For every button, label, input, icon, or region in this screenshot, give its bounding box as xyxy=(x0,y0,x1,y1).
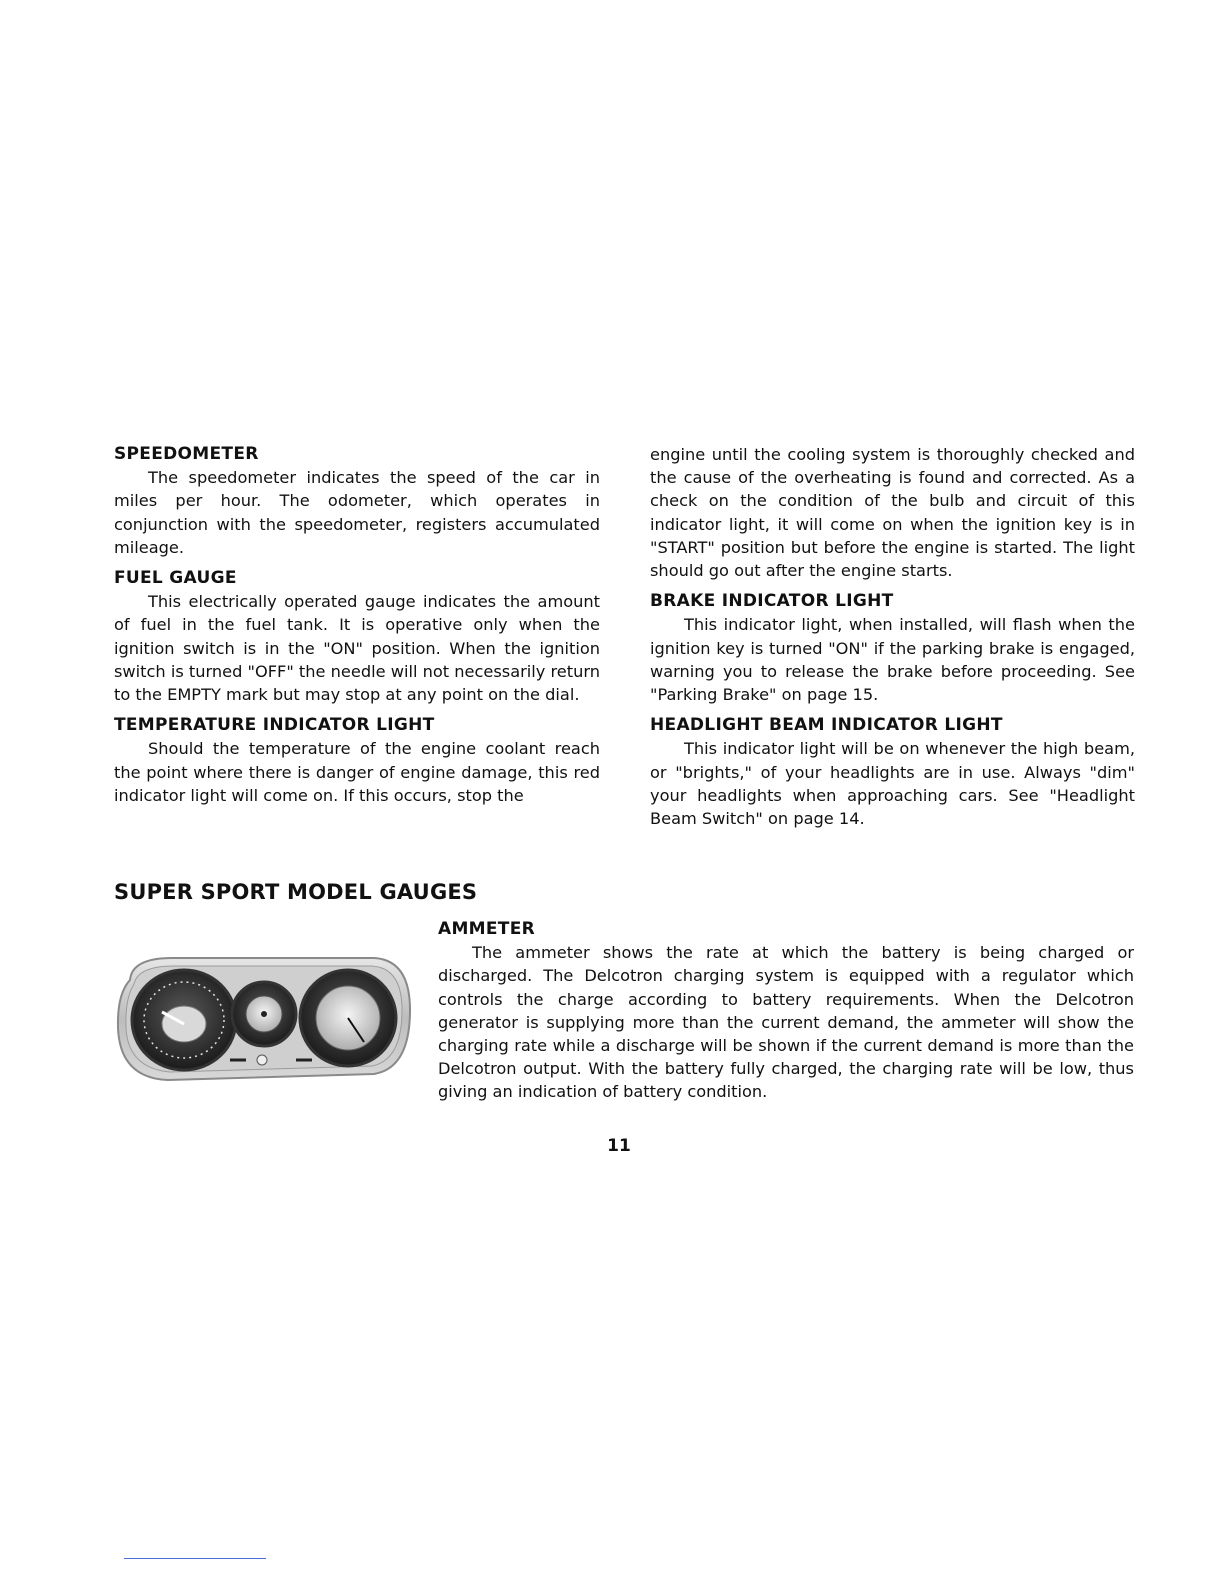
temperature-light-text-continued: engine until the cooling system is thoroughly checked and the cause of the overheating is found and corrected. As a check on the condition of the bulb and circuit of this indicator light, it will come on when the ignition key is in "START" position but before the engine is started. The light should go out after the engine starts. xyxy=(650,445,1135,581)
speedometer-text: The speedometer indicates the speed of the car in miles per hour. The odometer, which operates in conjunction with the speedometer, registers accumulated mileage. xyxy=(114,468,600,557)
ammeter-heading: AMMETER xyxy=(438,919,536,939)
headlight-light-text: This indicator light will be on whenever the high beam, or "brights," of your headlights are in use. Always "dim" your headlights when approaching cars. See "Headlight Beam Switch" on page 14. xyxy=(650,739,1135,829)
right-column xyxy=(650,443,1135,838)
super-sport-title: SUPER SPORT MODEL GAUGES xyxy=(114,880,478,904)
footer-rule xyxy=(124,1558,266,1559)
ammeter-section xyxy=(438,918,1134,1112)
ammeter-text: The ammeter shows the rate at which the battery is being charged or discharged. The Delcotron charging system is equipped with a regulator which controls the charge according to battery requirements. When the Delcotron generator is supplying more than the current demand, the ammeter will show the charging rate while a discharge will be shown if the current demand is more than the Delcotron output. With the battery fully charged, the charging rate will be low, thus giving an indication of battery condition. xyxy=(438,943,1134,1102)
temperature-light-heading: TEMPERATURE INDICATOR LIGHT xyxy=(114,715,435,736)
gauge-cluster-photo xyxy=(112,950,414,1090)
left-column xyxy=(114,443,600,815)
temperature-light-text: Should the temperature of the engine coolant reach the point where there is danger of engine damage, this red indicator light will come on. If this occurs, stop the xyxy=(114,739,600,805)
speedometer-heading: SPEEDOMETER xyxy=(114,444,259,464)
fuel-gauge-text: This electrically operated gauge indicates the amount of fuel in the fuel tank. It is operative only when the ignition switch is in the "ON" position. When the ignition switch is turned "OFF" the needle will not necessarily return to the EMPTY mark but may stop at any point on the dial. xyxy=(114,592,600,705)
page-number: 11 xyxy=(607,1136,631,1156)
fuel-gauge-heading: FUEL GAUGE xyxy=(114,568,237,589)
brake-light-text: This indicator light, when installed, will flash when the ignition key is turned "ON" if the parking brake is engaged, warning you to release the brake before proceeding. See "Parking Brake" on page 15. xyxy=(650,615,1135,705)
headlight-light-heading: HEADLIGHT BEAM INDICATOR LIGHT xyxy=(650,715,1003,736)
brake-light-heading: BRAKE INDICATOR LIGHT xyxy=(650,591,894,612)
